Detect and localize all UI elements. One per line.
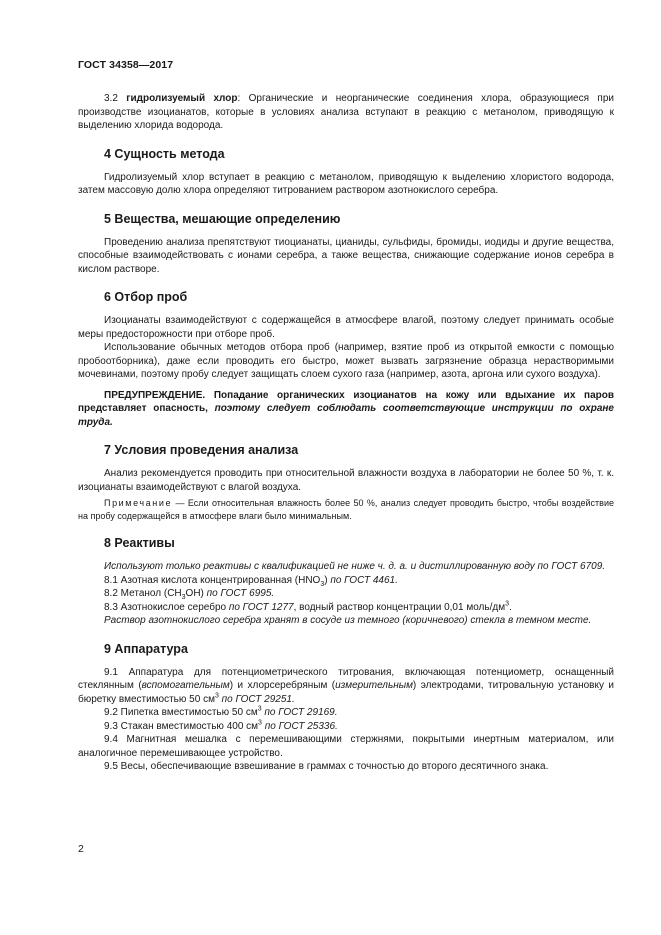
apparatus-9-2-text: 9.2 Пипетка вместимостью 50 см	[104, 707, 258, 718]
apparatus-9-3	[78, 720, 614, 734]
subscript: 3	[320, 580, 325, 588]
apparatus-9-1	[78, 666, 614, 707]
standard-reference: по ГОСТ 4461.	[330, 574, 398, 586]
note-text: — Если относительная влажность более 50 %, анализ следует проводить быстро, чтобы воздействие на пробу содержащейся в атмосфере влаги было минимальным.	[78, 498, 614, 521]
section-4-title: 4 Сущность метода	[104, 146, 225, 161]
term-definition: : Органические и неорганические соединения хлора, образующиеся при производстве изоцианатов, которые в условиях анализа вступают в реакцию с метанолом, приводящую к выделению хлорида водорода.	[78, 93, 614, 131]
section-4-paragraph: Гидролизуемый хлор вступает в реакцию с метанолом, приводящую к выделению хлористого водорода, затем массовую долю хлора определяют титрованием раствором азотнокислого серебра.	[78, 171, 614, 196]
reagent-8-3	[78, 601, 614, 615]
section-5-title: 5 Вещества, мешающие определению	[104, 211, 341, 226]
note-label: Примечание	[104, 498, 173, 508]
apparatus-9-5: 9.5 Весы, обеспечивающие взвешивание в граммах с точностью до второго десятичного знака.	[104, 761, 549, 772]
apparatus-9-2	[78, 706, 614, 720]
subscript: 3	[181, 594, 186, 601]
superscript: 3	[258, 719, 262, 727]
reagent-8-3-concentration: , водный раствор концентрации 0,01 моль/дм	[293, 601, 506, 613]
apparatus-9-4: 9.4 Магнитная мешалка с перемешивающими стержнями, покрытыми инертным материалом, или аналогичное перемешивающее устройство.	[78, 734, 614, 759]
section-5-paragraph: Проведению анализа препятствуют тиоцианаты, цианиды, сульфиды, бромиды, иодиды и другие вещества, способные взаимодействовать с ионами серебра, а также вещества, снижающие содержание ионов серебра в кислом растворе.	[78, 236, 614, 275]
reagent-8-2-text: 8.2 Метанол (CH	[104, 588, 182, 599]
apparatus-9-1-text: 9.1 Аппаратура для потенциометрического титрования, включающая потенциометр, оснащенный стеклянным (	[78, 666, 614, 691]
electrode-auxiliary: вспомогательным	[141, 680, 230, 691]
reagents-intro: Используют только реактивы с квалификацией не ниже ч. д. а. и дистиллированную воду по ГОСТ 6709.	[104, 561, 606, 572]
section-6-paragraph-2: Использование обычных методов отбора проб (например, взятие проб из открытой емкости с помощью пробоотборника), даже если проводить его быстро, может вызвать загрязнение образца нерастворимыми мочевинами, поэтому пробу следует защищать слоем сухого газа (например, азота, аргона или сухого воздуха).	[78, 342, 614, 380]
standard-reference: по ГОСТ 6995.	[206, 588, 275, 599]
apparatus-9-1-text-2: ) и хлорсеребряным (	[229, 680, 336, 691]
superscript: 3	[214, 692, 219, 700]
document-body	[78, 92, 614, 774]
reagent-8-1-close: )	[324, 574, 331, 586]
reagent-8-1	[78, 574, 614, 588]
section-7-note	[78, 497, 614, 522]
reagent-8-2	[78, 587, 614, 601]
electrode-measuring: измерительным	[335, 680, 413, 691]
reagent-8-2-close: OH)	[185, 588, 207, 599]
section-7-paragraph: Анализ рекомендуется проводить при относительной влажности воздуха в лаборатории не более 50 %, т. к. изоцианаты взаимодействуют с влагой воздуха.	[78, 468, 614, 493]
standard-reference: по ГОСТ 29169.	[261, 707, 338, 718]
safety-warning	[78, 389, 614, 430]
section-6-paragraph-1: Изоцианаты взаимодействуют с содержащейся в атмосфере влагой, поэтому следует принимать особые меры предосторожности при отборе проб.	[78, 315, 614, 340]
reagent-8-3-text: 8.3 Азотнокислое серебро	[104, 601, 229, 613]
clause-number: 3.2	[104, 93, 118, 104]
superscript: 3	[257, 705, 262, 713]
period: .	[508, 601, 512, 613]
section-9-title: 9 Аппаратура	[104, 641, 188, 656]
reagent-storage-note: Раствор азотнокислого серебра хранят в сосуде из темного (коричневого) стекла в темном месте.	[104, 615, 592, 626]
standard-reference: по ГОСТ 1277	[228, 601, 294, 613]
warning-italic-text: поэтому следует соблюдать соответствующие инструкции по охране труда.	[78, 403, 614, 428]
standard-reference: по ГОСТ 29251.	[218, 693, 295, 705]
apparatus-9-3-text: 9.3 Стакан вместимостью 400 см	[104, 720, 259, 732]
section-8-title: 8 Реактивы	[104, 536, 175, 550]
document-code-header: ГОСТ 34358—2017	[78, 59, 174, 71]
term-hydrolyzable-chlorine: гидролизуемый хлор	[126, 93, 238, 104]
page-number: 2	[78, 843, 84, 855]
superscript: 3	[505, 600, 509, 608]
section-6-title: 6 Отбор проб	[104, 290, 188, 304]
standard-reference: по ГОСТ 25336.	[261, 720, 338, 732]
warning-bold-text: ПРЕДУПРЕЖДЕНИЕ. Попадание органических изоцианатов на кожу или вдыхание их паров представляет опасность,	[78, 389, 614, 414]
section-7-title: 7 Условия проведения анализа	[104, 443, 299, 457]
apparatus-9-1-text-3: ) электродами, титровальную установку и бюретку вместимостью 50 см	[78, 680, 614, 705]
clause-3-2	[78, 92, 614, 133]
reagent-8-1-text: 8.1 Азотная кислота концентрированная (HNO	[104, 574, 321, 586]
